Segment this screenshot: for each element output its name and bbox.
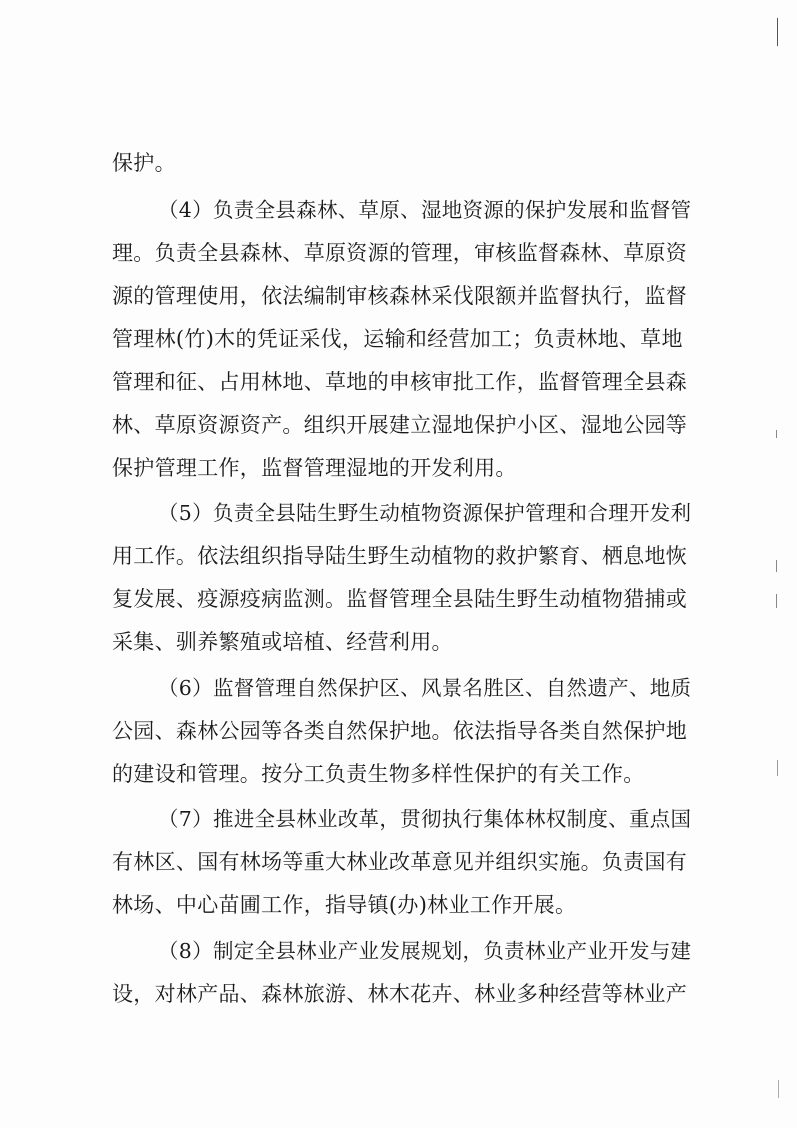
text-line: 采集、驯养繁殖或培植、经营利用。	[112, 630, 453, 654]
scan-mark	[776, 594, 777, 608]
text-line: 林场、中心苗圃工作，指导镇(办)林业工作开展。	[112, 893, 577, 917]
text-line: 管理林(竹)木的凭证采伐，运输和经营加工；负责林地、草地	[112, 327, 683, 351]
scan-mark	[776, 430, 777, 438]
text-line: 复发展、疫源疫病监测。监督管理全县陆生野生动植物猎捕或	[112, 587, 688, 611]
text-line: 保护管理工作，监督管理湿地的开发利用。	[112, 456, 517, 480]
text-line: （8）制定全县林业产业发展规划，负责林业产业开发与建	[158, 939, 692, 963]
scan-mark	[776, 560, 777, 572]
text-line: （7）推进全县林业改革，贯彻执行集体林权制度、重点国	[158, 807, 692, 831]
text-line: 源的管理使用，依法编制审核森林采伐限额并监督执行，监督	[112, 284, 688, 308]
text-line: 理。负责全县森林、草原资源的管理，审核监督森林、草原资	[112, 241, 688, 265]
text-line: （6）监督管理自然保护区、风景名胜区、自然遗产、地质	[158, 676, 692, 700]
scan-mark	[777, 18, 778, 46]
text-line: 用工作。依法组织指导陆生野生动植物的救护繁育、栖息地恢	[112, 544, 688, 568]
text-line: 公园、森林公园等各类自然保护地。依法指导各类自然保护地	[112, 719, 688, 743]
text-line: 设，对林产品、森林旅游、林木花卉、林业多种经营等林业产	[112, 982, 688, 1006]
scan-mark	[778, 1080, 779, 1098]
text-line: 管理和征、占用林地、草地的申核审批工作，监督管理全县森	[112, 370, 688, 394]
text-line: 有林区、国有林场等重大林业改革意见并组织实施。负责国有	[112, 850, 688, 874]
text-line: （5）负责全县陆生野生动植物资源保护管理和合理开发利	[158, 501, 692, 525]
text-line: 保护。	[112, 151, 176, 175]
scan-mark	[777, 760, 778, 776]
text-line: 的建设和管理。按分工负责生物多样性保护的有关工作。	[112, 762, 645, 786]
text-line: 林、草原资源资产。组织开展建立湿地保护小区、湿地公园等	[112, 413, 688, 437]
text-line: （4）负责全县森林、草原、湿地资源的保护发展和监督管	[158, 198, 692, 222]
